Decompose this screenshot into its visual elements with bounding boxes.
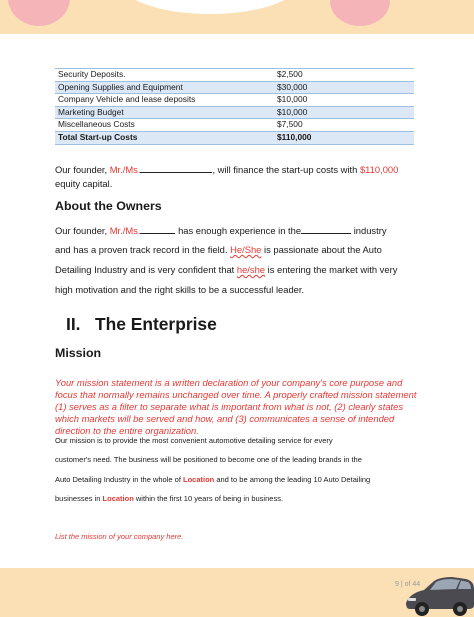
header-decoration [0, 0, 474, 34]
cost-amount: $7,500 [277, 119, 303, 130]
cost-label: Security Deposits. [58, 69, 126, 79]
fill-in-blank[interactable] [140, 163, 212, 173]
cost-amount: $2,500 [277, 69, 303, 79]
fill-in-blank[interactable] [140, 224, 175, 234]
table-row [55, 106, 414, 119]
total-label: Total Start-up Costs [55, 131, 274, 144]
owners-heading: About the Owners [55, 199, 162, 213]
section-heading: II. The Enterprise [66, 314, 217, 334]
cost-amount: $30,000 [274, 81, 414, 94]
founder-paragraph: Our founder, Mr./Ms. , will finance the start-up costs with $110,000 equity capital. [55, 164, 399, 189]
pink-circle-decoration [8, 0, 70, 26]
owners-line: and has a proven track record in the field. He/She is passionate about the Auto [55, 244, 382, 255]
mission-heading: Mission [55, 346, 102, 360]
total-amount: $110,000 [274, 131, 414, 144]
mission-line: Auto Detailing Industry in the whole of Location and to be among the leading 10 Auto Detailing [55, 475, 371, 484]
cost-label: Miscellaneous Costs [58, 119, 135, 130]
owners-line: Detailing Industry and is very confident that he/she is entering the market with very [55, 264, 398, 275]
table-row [55, 81, 414, 94]
table-row [55, 119, 414, 132]
cost-label: Marketing Budget [55, 106, 274, 119]
founder-name-placeholder: Mr./Ms. [109, 164, 141, 175]
cost-amount: $10,000 [274, 106, 414, 119]
startup-costs-table [55, 68, 414, 145]
white-arc-decoration [120, 0, 300, 14]
cost-label: Opening Supplies and Equipment [55, 81, 274, 94]
table-row [55, 94, 414, 107]
owners-line: Our founder, Mr./Ms. has enough experience in the industry [55, 225, 387, 236]
equity-amount: $110,000 [359, 164, 399, 175]
pink-circle-decoration [330, 0, 390, 26]
car-image [404, 571, 474, 617]
mission-line: Our mission is to provide the most convenient automotive detailing service for every [55, 436, 333, 445]
table-row [55, 69, 414, 82]
list-mission-note: List the mission of your company here. [55, 532, 184, 541]
mission-instruction-text: Your mission statement is a written declaration of your company's core purpose and focus that normally remains unchanged over time. A properly crafted mission statement (1) serves as a filter to separate what is important from what is not, (2) clearly states which markets will be served and how, and (3) communicates a sense of intended direction to the entire organization. [55, 377, 417, 436]
cost-amount: $10,000 [277, 94, 308, 105]
page-number: 9 | of 44 [395, 581, 421, 588]
cost-label: Company Vehicle and lease deposits [58, 94, 196, 105]
pronoun-placeholder: he/she [236, 264, 266, 275]
location-placeholder: Location [102, 494, 134, 503]
pronoun-placeholder: He/She [230, 244, 262, 255]
location-placeholder: Location [183, 475, 215, 484]
fill-in-blank[interactable] [301, 224, 351, 234]
mission-line: businesses in Location within the first 10 years of being in business. [55, 494, 284, 503]
mission-line: customer's need. The business will be positioned to become one of the leading brands in the [55, 455, 362, 464]
footer-decoration [0, 568, 474, 617]
table-total-row [55, 131, 414, 144]
owners-line: high motivation and the right skills to be a successful leader. [55, 284, 305, 295]
owner-name-placeholder: Mr./Ms. [109, 225, 141, 236]
